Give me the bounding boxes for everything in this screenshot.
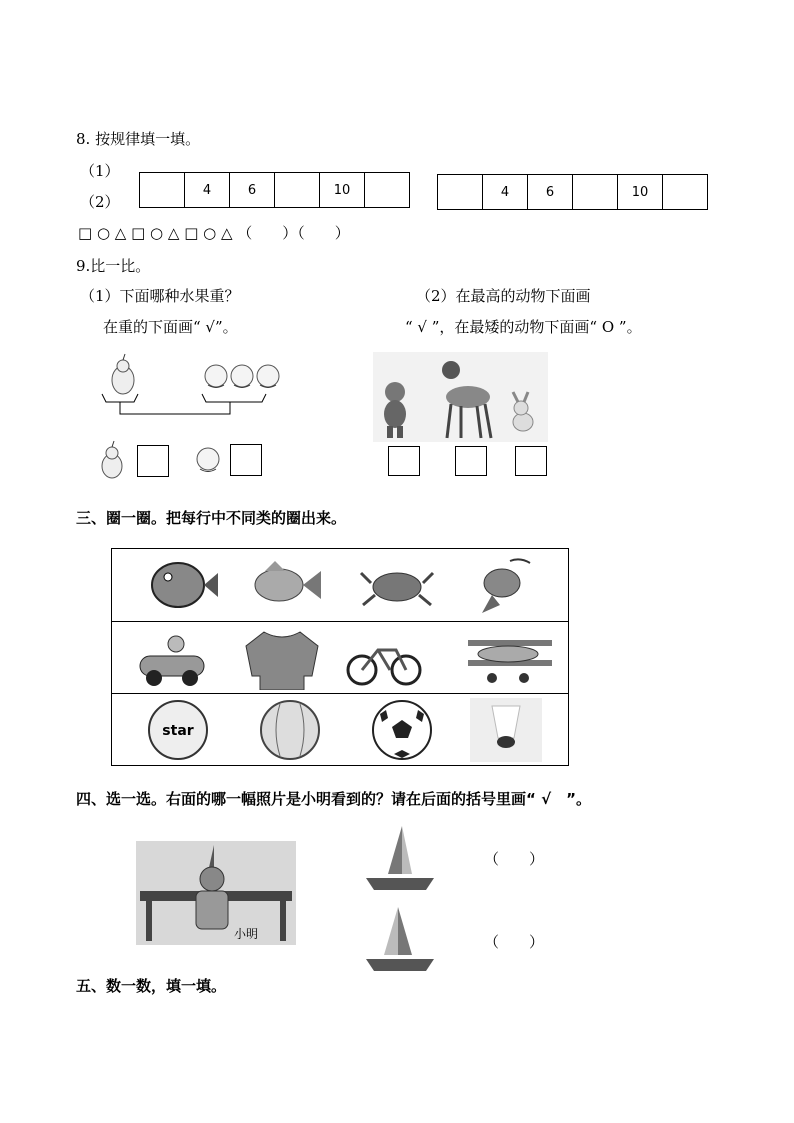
seq2-cell[interactable] — [663, 175, 708, 210]
ball-brand-text: star — [162, 723, 194, 739]
sailboat-option-1 — [362, 822, 438, 894]
baseball-icon[interactable] — [250, 698, 330, 762]
q8-label-2: （2） — [80, 193, 120, 211]
seq2-cell: 10 — [618, 175, 663, 210]
bicycle-icon[interactable] — [344, 626, 424, 690]
pear-icon — [112, 354, 134, 394]
bear-icon — [384, 382, 406, 438]
deer-icon — [442, 361, 491, 438]
bracket-answer-1[interactable]: （ ） — [484, 850, 545, 868]
seq2-cell[interactable] — [573, 175, 618, 210]
xiaoming-scene-photo — [136, 841, 296, 945]
seq1-cell[interactable] — [140, 173, 185, 208]
sweater-icon[interactable] — [242, 626, 322, 690]
q9-part1-line1: （1）下面哪种水果重？ — [80, 287, 240, 305]
answer-box-rabbit[interactable] — [515, 446, 547, 476]
q9-part1-line2: 在重的下面画“ √”。 — [103, 318, 238, 336]
toy-car-icon[interactable] — [132, 626, 212, 690]
grid-row-sea-animals — [112, 549, 568, 620]
sequence-table-1 — [139, 172, 410, 208]
answer-box-pear[interactable] — [137, 445, 169, 477]
pear-icon — [100, 440, 124, 480]
shuttlecock-icon[interactable] — [470, 698, 542, 762]
shape-pattern: □ ○ △ □ ○ △ □ ○ △ （ ）（ ） — [78, 224, 350, 242]
seq1-cell: 6 — [230, 173, 275, 208]
q8-title: 8. 按规律填一填。 — [76, 130, 201, 148]
seq2-cell: 6 — [528, 175, 573, 210]
section4-title: 四、选一选。右面的哪一幅照片是小明看到的？请在后面的括号里画“ √ ”。 — [76, 790, 591, 808]
section3-title: 三、圈一圈。把每行中不同类的圈出来。 — [76, 509, 347, 527]
seq1-cell[interactable] — [275, 173, 320, 208]
airplane-icon[interactable] — [462, 626, 562, 690]
answer-box-peach[interactable] — [230, 444, 262, 476]
seq1-cell[interactable] — [365, 173, 410, 208]
seq2-cell[interactable] — [438, 175, 483, 210]
bracket-answer-2[interactable]: （ ） — [484, 933, 545, 951]
grid-row-balls — [112, 693, 568, 765]
section5-title: 五、数一数，填一填。 — [76, 977, 227, 995]
tropical-fish-icon[interactable] — [245, 553, 325, 617]
soccer-ball-icon[interactable] — [362, 698, 442, 762]
crab-icon[interactable] — [357, 553, 437, 617]
seq1-cell: 4 — [185, 173, 230, 208]
classification-grid — [111, 548, 569, 766]
peach-icon — [231, 365, 253, 388]
answer-box-bear[interactable] — [388, 446, 420, 476]
q9-part2-line2: “ √ ”，在最矮的动物下面画“ O ”。 — [405, 318, 642, 336]
answer-box-deer[interactable] — [455, 446, 487, 476]
cartoon-fish-icon[interactable] — [462, 553, 542, 617]
rabbit-icon — [513, 392, 533, 431]
peach-icon — [257, 365, 279, 388]
seq2-cell: 4 — [483, 175, 528, 210]
sailboat-option-2 — [362, 903, 438, 975]
sequence-table-2 — [437, 174, 708, 210]
fish-toy-icon[interactable] — [140, 553, 220, 617]
fruit-compare-illustration — [98, 352, 298, 422]
volleyball-icon[interactable] — [138, 698, 218, 762]
animals-illustration — [373, 352, 548, 442]
peach-icon — [194, 445, 222, 477]
seq1-cell: 10 — [320, 173, 365, 208]
grid-row-vehicles — [112, 621, 568, 693]
peach-icon — [205, 365, 227, 388]
q9-title: 9.比一比。 — [76, 257, 151, 275]
q8-label-1: （1） — [80, 162, 120, 180]
q9-part2-line1: （2）在最高的动物下面画 — [416, 287, 591, 305]
xiaoming-label: 小明 — [234, 927, 259, 941]
